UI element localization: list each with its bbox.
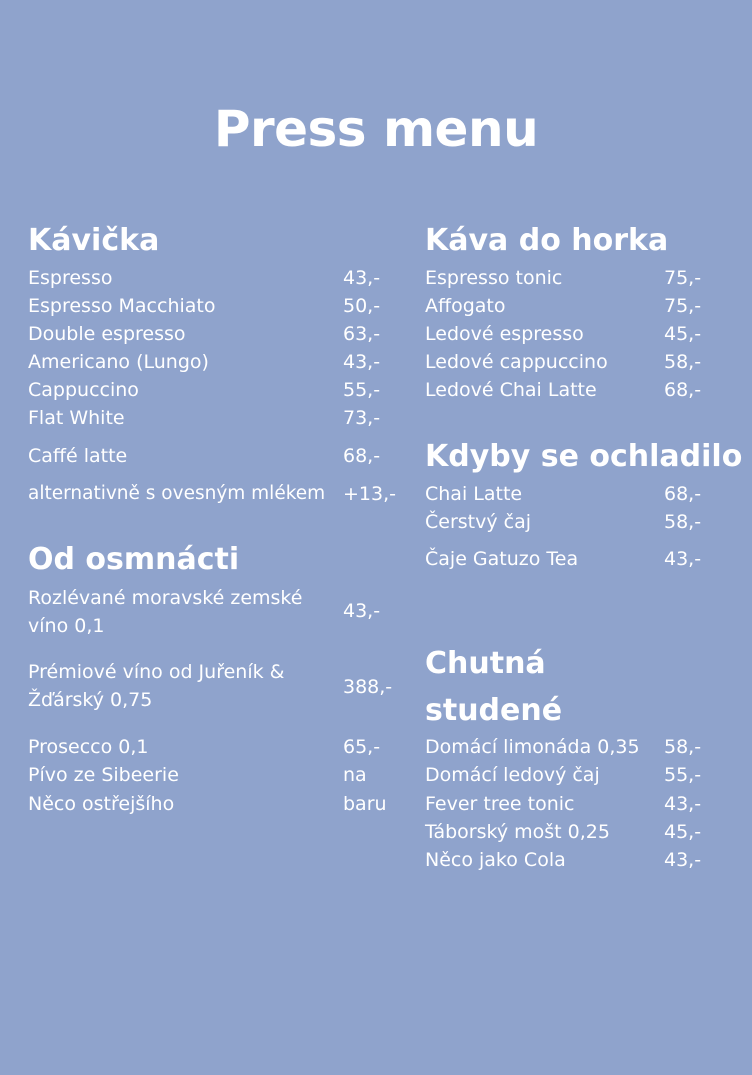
item-name: Affogato [425, 295, 506, 317]
heading-osmnacti: Od osmnácti [28, 542, 240, 577]
item-price: 68,- [664, 483, 702, 505]
item-name: Double espresso [28, 323, 186, 345]
item-name: Domácí limonáda 0,35 [425, 736, 640, 758]
item-name: Ledové espresso [425, 323, 584, 345]
item-price: 43,- [343, 267, 381, 289]
item-price: 388,- [343, 676, 393, 698]
item-name: Ledové cappuccino [425, 351, 608, 373]
item-price: 55,- [664, 764, 702, 786]
item-price: 43,- [343, 600, 381, 622]
item-name-line1: Prémiové víno od Juřeník & [28, 661, 285, 683]
item-price: 58,- [664, 736, 702, 758]
item-price: 45,- [664, 323, 702, 345]
item-name: Cappuccino [28, 379, 139, 401]
item-name: Fever tree tonic [425, 793, 575, 815]
item-price: 43,- [664, 793, 702, 815]
menu-title: Press menu [213, 100, 539, 158]
item-name: Espresso Macchiato [28, 295, 216, 317]
item-price: 43,- [664, 548, 702, 570]
item-price: 43,- [664, 849, 702, 871]
item-price: 50,- [343, 295, 381, 317]
item-price: 75,- [664, 267, 702, 289]
item-price: +13,- [343, 483, 396, 505]
item-price: 43,- [343, 351, 381, 373]
item-price: 58,- [664, 351, 702, 373]
item-name: Něco jako Cola [425, 849, 566, 871]
item-price: 58,- [664, 511, 702, 533]
item-price: 55,- [343, 379, 381, 401]
item-name: Chai Latte [425, 483, 523, 505]
heading-chutna-line1: Chutná [425, 646, 546, 681]
item-name: Pívo ze Sibeerie [28, 764, 179, 786]
item-price: 75,- [664, 295, 702, 317]
item-name: Něco ostřejšího [28, 793, 175, 815]
item-name: Americano (Lungo) [28, 351, 209, 373]
item-name: Čerstvý čaj [425, 511, 532, 533]
item-name: Čaje Gatuzo Tea [425, 548, 579, 570]
item-name-line2: Žďárský 0,75 [28, 689, 153, 711]
item-name: Ledové Chai Latte [425, 379, 597, 401]
heading-kava-do-horka: Káva do horka [425, 223, 669, 258]
item-name-line2: víno 0,1 [28, 615, 105, 637]
heading-chutna-line2: studené [425, 693, 563, 728]
item-price: 45,- [664, 821, 702, 843]
item-name: Espresso tonic [425, 267, 563, 289]
item-price: 63,- [343, 323, 381, 345]
item-price: 68,- [664, 379, 702, 401]
item-price: 73,- [343, 407, 381, 429]
heading-kavicka: Kávička [28, 223, 160, 258]
item-name: Domácí ledový čaj [425, 764, 600, 786]
item-name-line1: Rozlévané moravské zemské [28, 587, 303, 609]
item-price: 68,- [343, 445, 381, 467]
item-name: Flat White [28, 407, 125, 429]
item-name: Prosecco 0,1 [28, 736, 149, 758]
item-price: na [343, 764, 367, 786]
item-name: Táborský mošt 0,25 [425, 821, 610, 843]
item-name: Caffé latte [28, 445, 128, 467]
item-price: baru [343, 793, 387, 815]
item-name: alternativně s ovesným mlékem [28, 483, 326, 504]
heading-kdyby-se-ochladilo: Kdyby se ochladilo [425, 439, 743, 474]
item-name: Espresso [28, 267, 113, 289]
item-price: 65,- [343, 736, 381, 758]
